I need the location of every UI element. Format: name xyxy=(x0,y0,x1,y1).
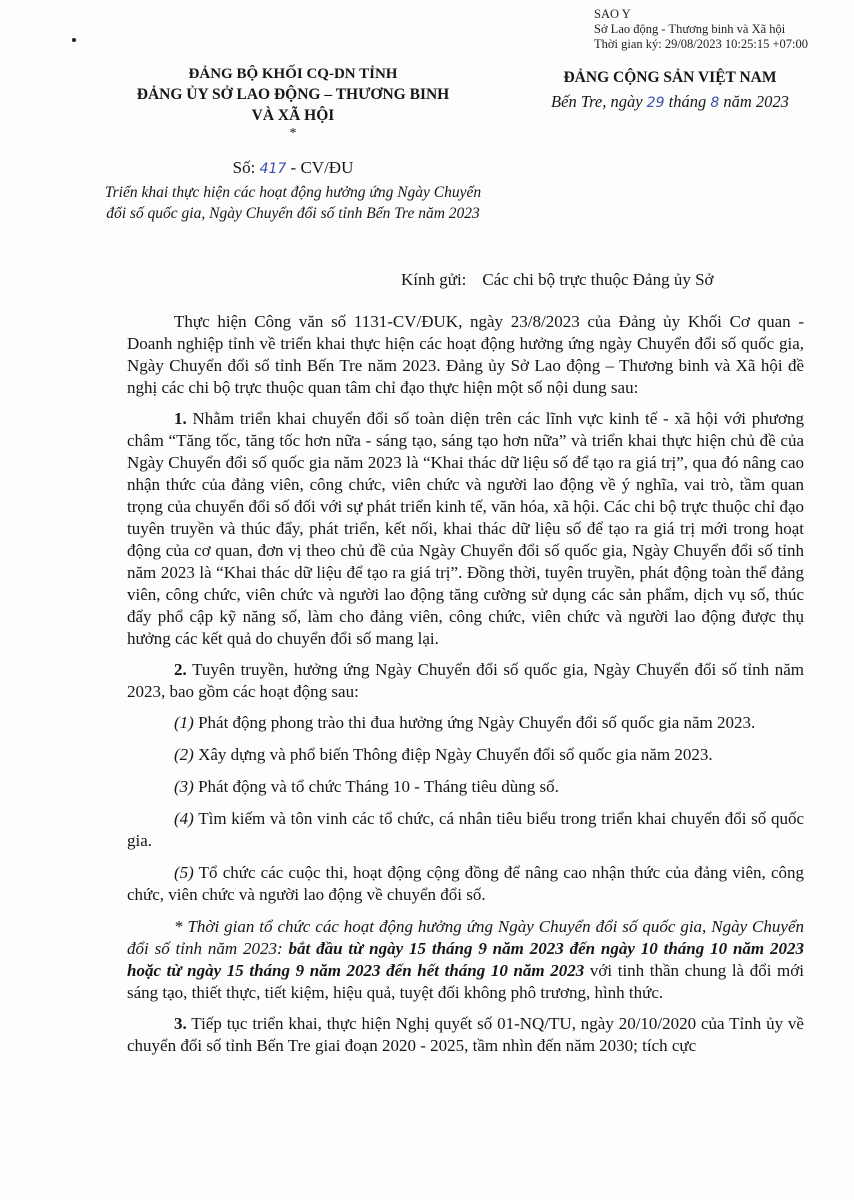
activity-text: Phát động phong trào thi đua hưởng ứng Ngày Chuyển đổi số quốc gia năm 2023. xyxy=(198,713,756,732)
greeting xyxy=(401,270,714,290)
handwritten-month: 8 xyxy=(710,95,720,111)
activity-number: (1) xyxy=(174,713,194,732)
activity-text: Tổ chức các cuộc thi, hoạt động cộng đồng để nâng cao nhận thức của đảng viên, công chức, viên chức và người lao động về chuyển đổi số. xyxy=(127,863,804,904)
handwritten-day: 29 xyxy=(646,95,665,111)
activity-number: (2) xyxy=(174,745,194,764)
number-suffix: - CV/ĐU xyxy=(290,158,354,177)
place-prefix: Bến Tre, ngày xyxy=(551,92,643,111)
org-line-2: ĐẢNG ỦY SỞ LAO ĐỘNG – THƯƠNG BINH xyxy=(136,86,450,103)
activity-number: (3) xyxy=(174,777,194,796)
activity-item xyxy=(127,808,804,852)
document-body xyxy=(127,311,804,1066)
time-rest: với tinh thần chung là đổi mới sáng tạo, thiết thực, tiết kiệm, hiệu quả, tuyệt đối không phô trương, hình thức. xyxy=(127,961,804,1002)
activity-number: (4) xyxy=(174,809,194,828)
intro-paragraph: Thực hiện Công văn số 1131-CV/ĐUK, ngày 23/8/2023 của Đảng ủy Khối Cơ quan - Doanh nghiệp tỉnh về triển khai thực hiện các hoạt động hưởng ứng ngày Chuyển đổi số quốc gia, Ngày Chuyển đổi số tỉnh Bến Tre năm 2023. Đảng ủy Sở Lao động – Thương binh và Xã hội đề nghị các chi bộ trực thuộc quan tâm chỉ đạo thực hiện một số nội dung sau: xyxy=(127,312,804,397)
activity-text: Xây dựng và phổ biến Thông điệp Ngày Chuyển đổi số quốc gia năm 2023. xyxy=(198,745,713,764)
paragraph-2-text: Tuyên truyền, hưởng ứng Ngày Chuyển đổi số quốc gia, Ngày Chuyển đổi số tỉnh năm 2023, bao gồm các hoạt động sau: xyxy=(127,660,804,701)
year-label: năm 2023 xyxy=(723,92,789,111)
place-date xyxy=(505,90,835,115)
scan-speck xyxy=(72,38,76,42)
activity-number: (5) xyxy=(174,863,194,882)
greeting-label: Kính gửi: xyxy=(401,270,467,289)
activity-item xyxy=(127,712,804,734)
star-separator: * xyxy=(289,126,297,141)
stamp-label: SAO Y xyxy=(594,7,631,21)
activity-item xyxy=(127,744,804,766)
number-prefix: Số: xyxy=(232,158,256,177)
time-label: * Thời gian tổ chức các hoạt động hưởng ứng Ngày Chuyển đổi số quốc gia, Ngày Chuyển đổi số tỉnh năm 2023: xyxy=(127,917,804,958)
org-line-1: ĐẢNG BỘ KHỐI CQ-DN TỈNH xyxy=(188,66,398,82)
handwritten-number: 417 xyxy=(259,161,287,177)
document-number xyxy=(88,158,498,178)
time-period: bắt đầu từ ngày 15 tháng 9 năm 2023 đến ngày 10 tháng 10 năm 2023 hoặc từ ngày 15 tháng 9 năm 2023 đến hết tháng 10 năm 2023 xyxy=(127,939,804,980)
issuing-organization xyxy=(88,64,498,142)
paragraph-1-number: 1. xyxy=(174,409,187,428)
paragraph-3 xyxy=(127,1013,804,1057)
activity-text: Tìm kiếm và tôn vinh các tổ chức, cá nhân tiêu biểu trong triển khai chuyển đổi số quốc gia. xyxy=(127,809,804,850)
activity-item xyxy=(127,862,804,906)
greeting-recipient: Các chi bộ trực thuộc Đảng ủy Sở xyxy=(482,270,714,289)
paragraph-3-text: Tiếp tục triển khai, thực hiện Nghị quyết số 01-NQ/TU, ngày 20/10/2020 của Tỉnh ủy về chuyển đổi số tỉnh Bến Tre giai đoạn 2020 - 2025, tầm nhìn đến năm 2030; tích cực xyxy=(127,1014,804,1055)
paragraph-2-number: 2. xyxy=(174,660,187,679)
paragraph-1 xyxy=(127,408,804,650)
paragraph-1-text: Nhằm triển khai chuyển đổi số toàn diện trên các lĩnh vực kinh tế - xã hội với phương châm “Tăng tốc, tăng tốc hơn nữa - sáng tạo, sáng tạo hơn nữa” và triển khai thực hiện chủ đề của Ngày Chuyển đổi số quốc gia năm 2023 là “Khai thác dữ liệu số để tạo ra giá trị”, qua đó nâng cao nhận thức của đảng viên, công chức, viên chức và người lao động về ý nghĩa, vai trò, tầm quan trọng của chuyển đổi số đối với sự phát triển kinh tế, văn hóa, xã hội. Các chi bộ trực thuộc chỉ đạo tuyên truyền và thúc đẩy, phát triển, kết nối, khai thác dữ liệu số để tạo ra giá trị mới trong hoạt động của cơ quan, đơn vị theo chủ đề của Ngày Chuyển đổi số quốc gia, Ngày Chuyển đổi số tỉnh năm 2023 là “Khai thác dữ liệu để tạo ra giá trị”. Đồng thời, tuyên truyền, phát động toàn thể đảng viên, công chức, viên chức và người lao động tăng cường sử dụng các sản phẩm, dịch vụ số, thúc đẩy phổ cập kỹ năng số, làm cho đảng viên, công chức, viên chức và người lao động được thụ hưởng các kết quả do chuyển đổi số mang lại. xyxy=(127,409,805,648)
activity-text: Phát động và tổ chức Tháng 10 - Tháng tiêu dùng số. xyxy=(198,777,559,796)
stamp-issuer: Sở Lao động - Thương binh và Xã hội xyxy=(594,22,786,36)
party-header xyxy=(505,68,835,115)
digital-copy-stamp xyxy=(594,7,808,52)
paragraph-2 xyxy=(127,659,804,703)
party-name: ĐẢNG CỘNG SẢN VIỆT NAM xyxy=(563,69,777,86)
paragraph-3-number: 3. xyxy=(174,1014,187,1033)
activity-item xyxy=(127,776,804,798)
stamp-signed-time: Thời gian ký: 29/08/2023 10:25:15 +07:00 xyxy=(594,37,809,51)
document-subject: Triển khai thực hiện các hoạt động hưởng ứng Ngày Chuyển đổi số quốc gia, Ngày Chuyển đổi số tỉnh Bến Tre năm 2023 xyxy=(104,184,482,222)
month-label: tháng xyxy=(668,92,707,111)
time-paragraph xyxy=(127,916,804,1004)
org-line-3: VÀ XÃ HỘI xyxy=(251,107,335,124)
